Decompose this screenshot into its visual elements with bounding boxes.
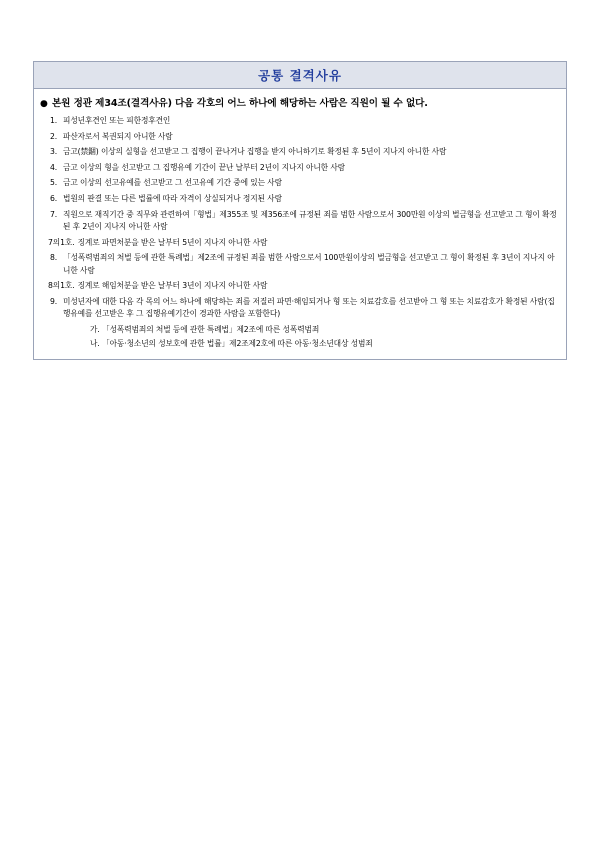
item-text: 파산자로서 복권되지 아니한 사람: [63, 131, 173, 141]
list-item: [40, 115, 560, 127]
subitem-number: 가.: [90, 324, 100, 334]
item-number: 5.: [50, 178, 58, 188]
item-number: 6.: [50, 193, 58, 203]
item-number: 7.: [50, 209, 58, 219]
item-text: 「성폭력범죄의 처벌 등에 관한 특례법」제2조에 규정된 죄를 범한 사람으로서 100만원이상의 벌금형을 선고받고 그 형이 확정된 후 3년이 지나지 아니한 사람: [63, 253, 555, 275]
item-text: 금고 이상의 선고유예를 선고받고 그 선고유예 기간 중에 있는 사람: [63, 178, 282, 188]
content: [34, 89, 566, 359]
item-text: 징계로 파면처분을 받은 날부터 5년이 지나지 아니한 사람: [77, 237, 268, 247]
list-subitem: [40, 324, 560, 336]
item-number: 1.: [50, 116, 58, 125]
item-text: 금고 이상의 형을 선고받고 그 집행유예 기간이 끝난 날부터 2년이 지나지 아니한 사람: [63, 162, 346, 172]
list-item: [40, 131, 560, 143]
subitem-number: 나.: [90, 339, 100, 349]
disqualification-box: [33, 61, 567, 360]
item-text: 직원으로 재직기간 중 직무와 관련하여「형법」제355조 및 제356조에 규정된 죄를 범한 사람으로서 300만원 이상의 벌금형을 선고받고 그 형이 확정 된 후 2년이 지나지 아니한 사람: [63, 209, 557, 231]
list-item: [40, 296, 560, 321]
item-text: 미성년자에 대한 다음 각 목의 어느 하나에 해당하는 죄를 저질러 파면·해임되거나 형 또는 치료감호를 선고받아 그 형 또는 치료감호가 확정된 사람(집행유예를 선고받은 후 그 집행유예기간이 경과한 사람을 포함한다): [63, 296, 555, 319]
page-title: 공통 결격사유: [258, 68, 342, 83]
item-number: 4.: [50, 162, 58, 172]
list-item: [40, 162, 560, 174]
item-text: 법원의 판결 또는 다른 법률에 따라 자격이 상실되거나 정지된 사람: [63, 193, 282, 203]
item-number: 3.: [50, 147, 58, 157]
list-item: [40, 146, 560, 158]
item-number: 8.: [50, 253, 58, 263]
subitem-text: 「성폭력범죄의 처벌 등에 관한 특례법」제2조에 따른 성폭력범죄: [102, 324, 320, 334]
list-item-sub: [40, 280, 560, 292]
lead-statement: [40, 97, 560, 111]
list-item: [40, 177, 560, 189]
list-item-sub: [40, 237, 560, 249]
list-item: [40, 193, 560, 205]
subitem-text: 「아동·청소년의 성보호에 관한 법률」제2조제2호에 따른 아동·청소년대상 성범죄: [102, 339, 373, 349]
list-item: [40, 252, 560, 277]
list-item: [40, 209, 560, 234]
bullet-icon: ●: [40, 99, 48, 109]
list-subitem: [40, 338, 560, 350]
item-text: 징계로 해임처분을 받은 날부터 3년이 지나지 아니한 사람: [77, 281, 268, 291]
item-number: 9.: [50, 296, 58, 306]
item-number: 2.: [50, 131, 58, 141]
title-bar: [34, 62, 566, 89]
item-number: 8의1호.: [48, 281, 75, 291]
item-number: 7의1호.: [48, 237, 75, 247]
item-text: 피성년후견인 또는 피한정후견인: [63, 116, 171, 125]
item-text: 금고(禁錮) 이상의 실형을 선고받고 그 집행이 끝나거나 집행을 받지 아니하기로 확정된 후 5년이 지나지 아니한 사람: [63, 147, 447, 157]
lead-text: 본원 정관 제34조(결격사유) 다음 각호의 어느 하나에 해당하는 사람은 직원이 될 수 없다.: [52, 98, 428, 109]
